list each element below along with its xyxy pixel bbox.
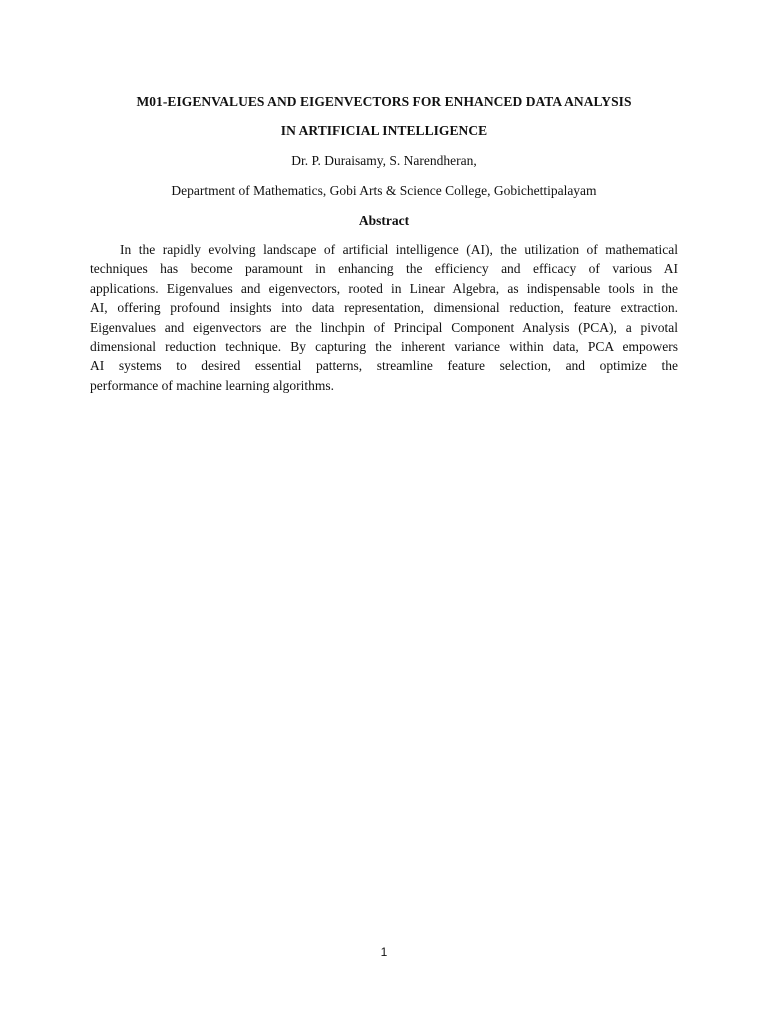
abstract-line: dimensional reduction technique. By capturing the inherent variance within data, PCA empowers	[90, 339, 678, 355]
authors-line: Dr. P. Duraisamy, S. Narendheran,	[291, 153, 477, 168]
abstract-line: AI, offering profound insights into data representation, dimensional reduction, feature extraction.	[90, 300, 678, 316]
abstract-line: applications. Eigenvalues and eigenvectors, rooted in Linear Algebra, as indispensable tools in the	[90, 280, 678, 296]
paper-title-line-1: M01-EIGENVALUES AND EIGENVECTORS FOR ENHANCED DATA ANALYSIS	[136, 94, 632, 109]
page-number: 1	[380, 945, 388, 959]
abstract-line: AI systems to desired essential patterns, streamline feature selection, and optimize the	[90, 358, 678, 374]
abstract-heading: Abstract	[358, 213, 410, 228]
abstract-line: performance of machine learning algorithms.	[90, 377, 335, 393]
affiliation-line: Department of Mathematics, Gobi Arts & Science College, Gobichettipalayam	[171, 183, 597, 198]
paper-title-line-2: IN ARTIFICIAL INTELLIGENCE	[280, 123, 488, 138]
abstract-line: techniques has become paramount in enhancing the efficiency and efficacy of various AI	[90, 261, 678, 277]
abstract-line: In the rapidly evolving landscape of artificial intelligence (AI), the utilization of mathematical	[120, 242, 678, 257]
abstract-paragraph	[90, 240, 678, 395]
abstract-line: Eigenvalues and eigenvectors are the linchpin of Principal Component Analysis (PCA), a pivotal	[90, 319, 678, 335]
